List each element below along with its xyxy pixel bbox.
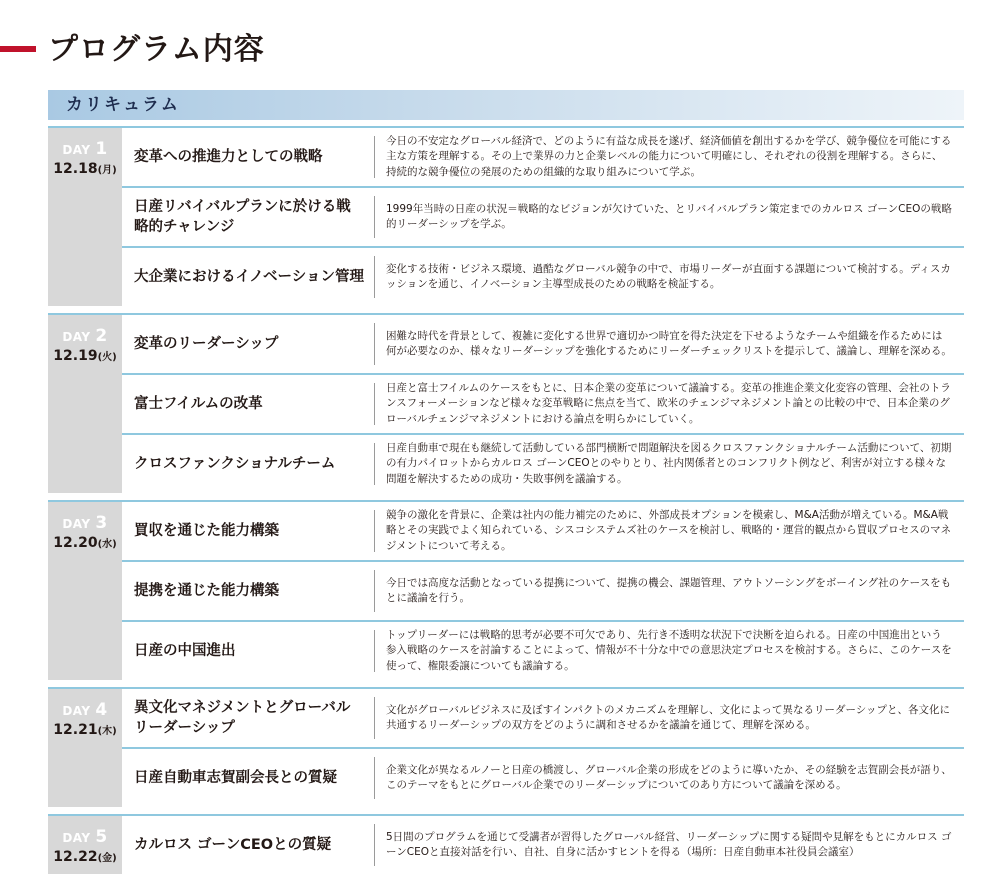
day-block-1	[48, 128, 964, 306]
session-divider	[374, 824, 375, 866]
day-date	[48, 722, 122, 738]
day-date	[48, 849, 122, 865]
day-number: 4	[95, 700, 108, 720]
session-divider	[374, 256, 375, 298]
session-title	[134, 749, 364, 807]
session-title	[134, 435, 364, 493]
day-block-4	[48, 689, 964, 807]
curriculum-table	[48, 128, 964, 883]
session-description-text: 今日の不安定なグローバル経済で、どのように有益な成長を遂げ、経済価値を創出するかを学び、競争優位を可能にする主な方策を理解する。その上で業界の力と企業レベルの能力について明確にし、それぞれの役割を理解する。さらに、持続的な競争優位の発展のための組織的な取り組みについて学ぶ。	[386, 134, 952, 178]
session-description	[386, 502, 952, 560]
session-title	[134, 689, 364, 747]
day-label	[48, 315, 122, 493]
section-band	[48, 90, 964, 120]
session-description-text: 5日間のプログラムを通じて受講者が習得したグローバル経営、リーダーシップに関する疑問や見解をもとにカルロス ゴーンCEOと直接対話を行い、自社、自身に活かすヒントを得る（場所：日産自動車本社役員会議室）	[386, 830, 952, 858]
session-row	[122, 248, 964, 306]
day-date	[48, 535, 122, 551]
session-description	[386, 375, 952, 433]
session-title-text: 日産の中国進出	[134, 643, 236, 659]
day-word	[48, 128, 122, 159]
day-word	[48, 816, 122, 847]
day-label	[48, 816, 122, 874]
day-weekday: (火)	[97, 352, 117, 363]
day-weekday: (月)	[97, 165, 117, 176]
session-title-text: 日産リバイバルプランに於ける戦略的チャレンジ	[134, 199, 351, 235]
session-row	[122, 816, 964, 874]
session-description	[386, 435, 952, 493]
session-title-text: 富士フイルムの改革	[134, 396, 263, 412]
day-date-text: 12.21	[53, 722, 98, 738]
day-block-5	[48, 816, 964, 874]
session-title-text: 変革への推進力としての戦略	[134, 149, 323, 165]
session-row	[122, 622, 964, 680]
session-title	[134, 816, 364, 874]
day-date-text: 12.19	[53, 348, 98, 364]
session-description	[386, 749, 952, 807]
session-description	[386, 248, 952, 306]
session-divider	[374, 630, 375, 672]
session-divider	[374, 323, 375, 365]
session-title-text: カルロス ゴーンCEOとの質疑	[134, 837, 332, 853]
session-row	[122, 375, 964, 435]
session-description-text: 今日では高度な活動となっている提携について、提携の機会、課題管理、アウトソーシングをボーイング社のケースをもとに議論を行う。	[386, 576, 952, 604]
day-block-3	[48, 502, 964, 680]
day-label	[48, 128, 122, 306]
session-title-text: 日産自動車志賀副会長との質疑	[134, 770, 337, 786]
day-word-text: DAY	[62, 330, 91, 344]
page-header	[0, 0, 988, 80]
session-description	[386, 188, 952, 246]
session-row	[122, 188, 964, 248]
session-divider	[374, 443, 375, 485]
session-title-text: クロスファンクショナルチーム	[134, 456, 336, 472]
session-row	[122, 315, 964, 375]
day-weekday: (木)	[97, 726, 117, 737]
day-number: 5	[95, 827, 108, 847]
session-description	[386, 622, 952, 680]
session-divider	[374, 510, 375, 552]
session-divider	[374, 136, 375, 178]
session-description	[386, 315, 952, 373]
session-title	[134, 562, 364, 620]
session-title-text: 買収を通じた能力構築	[134, 523, 279, 539]
session-description-text: 変化する技術・ビジネス環境、過酷なグローバル競争の中で、市場リーダーが直面する課題について検討する。ディスカッションを通じ、イノベーション主導型成長のための戦略を検証する。	[386, 262, 951, 290]
day-date	[48, 161, 122, 177]
session-row	[122, 435, 964, 493]
page-title: プログラム内容	[48, 32, 265, 67]
session-description-text: 文化がグローバルビジネスに及ぼすインパクトのメカニズムを理解し、文化によって異なるリーダーシップと、各文化に共通するリーダーシップの双方をどのように調和させるかを議論を通じて、理解を深める。	[386, 703, 951, 731]
session-description-text: 日産と富士フイルムのケースをもとに、日本企業の変革について議論する。変革の推進企業文化変容の管理、会社のトランスフォーメーションなど様々な変革戦略に焦点を当て、欧米のチェンジマネジメント論との比較の中で、日本企業のグローバルチェンジマネジメントにおける論点を明らかにしていく。	[386, 381, 951, 425]
session-title-text: 提携を通じた能力構築	[134, 583, 279, 599]
session-title	[134, 188, 364, 246]
day-date-text: 12.22	[53, 849, 98, 865]
day-word	[48, 502, 122, 533]
day-date-text: 12.20	[53, 535, 98, 551]
section-title: カリキュラム	[66, 95, 180, 115]
session-row	[122, 562, 964, 622]
session-title	[134, 502, 364, 560]
session-divider	[374, 697, 375, 739]
session-description-text: 企業文化が異なるルノーと日産の橋渡し、グローバル企業の形成をどのように導いたか、その経験を志賀副会長が語り、このテーマをもとにグローバル企業でのリーダーシップについてのあり方について議論を深める。	[386, 763, 952, 791]
session-divider	[374, 196, 375, 238]
session-description-text: 日産自動車で現在も継続して活動している部門横断で問題解決を図るクロスファンクショナルチーム活動について、初期の有力パイロットからカルロス ゴーンCEOとのやりとり、社内関係者とのコンフリクト例など、利害が対立する様々な問題を解決するための成功・失敗事例を議論する。	[386, 441, 952, 485]
day-weekday: (水)	[97, 539, 117, 550]
session-row	[122, 128, 964, 188]
day-word-text: DAY	[62, 143, 91, 157]
session-description	[386, 128, 952, 186]
day-weekday: (金)	[97, 853, 117, 864]
session-row	[122, 689, 964, 749]
session-description-text: 1999年当時の日産の状況＝戦略的なビジョンが欠けていた、とリバイバルプラン策定までのカルロス ゴーンCEOの戦略的リーダーシップを学ぶ。	[386, 202, 952, 230]
session-title-text: 変革のリーダーシップ	[134, 336, 279, 352]
session-description	[386, 816, 952, 874]
day-label	[48, 689, 122, 807]
day-date	[48, 348, 122, 364]
day-word-text: DAY	[62, 517, 91, 531]
title-accent-bar	[0, 46, 36, 52]
session-title	[134, 128, 364, 186]
session-title	[134, 622, 364, 680]
day-word-text: DAY	[62, 831, 91, 845]
session-title	[134, 248, 364, 306]
session-description-text: 競争の激化を背景に、企業は社内の能力補完のために、外部成長オプションを模索し、M&A活動が増えている。M&A戦略とその実践でよく知られている、シスコシステムズ社のケースを検討し、戦略的・運営的観点から買収プロセスのマネジメントについて考える。	[386, 508, 952, 552]
session-row	[122, 749, 964, 807]
session-description-text: 困難な時代を背景として、複雑に変化する世界で適切かつ時宜を得た決定を下せるようなチームや組織を作るためには何が必要なのか、様々なリーダーシップを強化するためにリーダーチェックリストを提示して、議論し、理解を深める。	[386, 329, 952, 357]
day-word	[48, 689, 122, 720]
day-number: 2	[95, 326, 108, 346]
session-title-text: 異文化マネジメントとグローバルリーダーシップ	[134, 700, 351, 736]
day-word-text: DAY	[62, 704, 91, 718]
session-title	[134, 315, 364, 373]
session-divider	[374, 383, 375, 425]
day-word	[48, 315, 122, 346]
day-number: 3	[95, 513, 108, 533]
session-description	[386, 562, 952, 620]
session-row	[122, 502, 964, 562]
session-title	[134, 375, 364, 433]
session-description	[386, 689, 952, 747]
day-block-2	[48, 315, 964, 493]
day-label	[48, 502, 122, 680]
session-description-text: トップリーダーには戦略的思考が必要不可欠であり、先行き不透明な状況下で決断を迫られる。日産の中国進出という参入戦略のケースを討論することによって、情報が不十分な中での意思決定プロセスを検討する。さらに、このケースを使って、権限委譲についても議論する。	[386, 628, 952, 672]
session-divider	[374, 570, 375, 612]
day-date-text: 12.18	[53, 161, 98, 177]
day-number: 1	[95, 139, 108, 159]
session-title-text: 大企業におけるイノベーション管理	[134, 269, 364, 285]
session-divider	[374, 757, 375, 799]
